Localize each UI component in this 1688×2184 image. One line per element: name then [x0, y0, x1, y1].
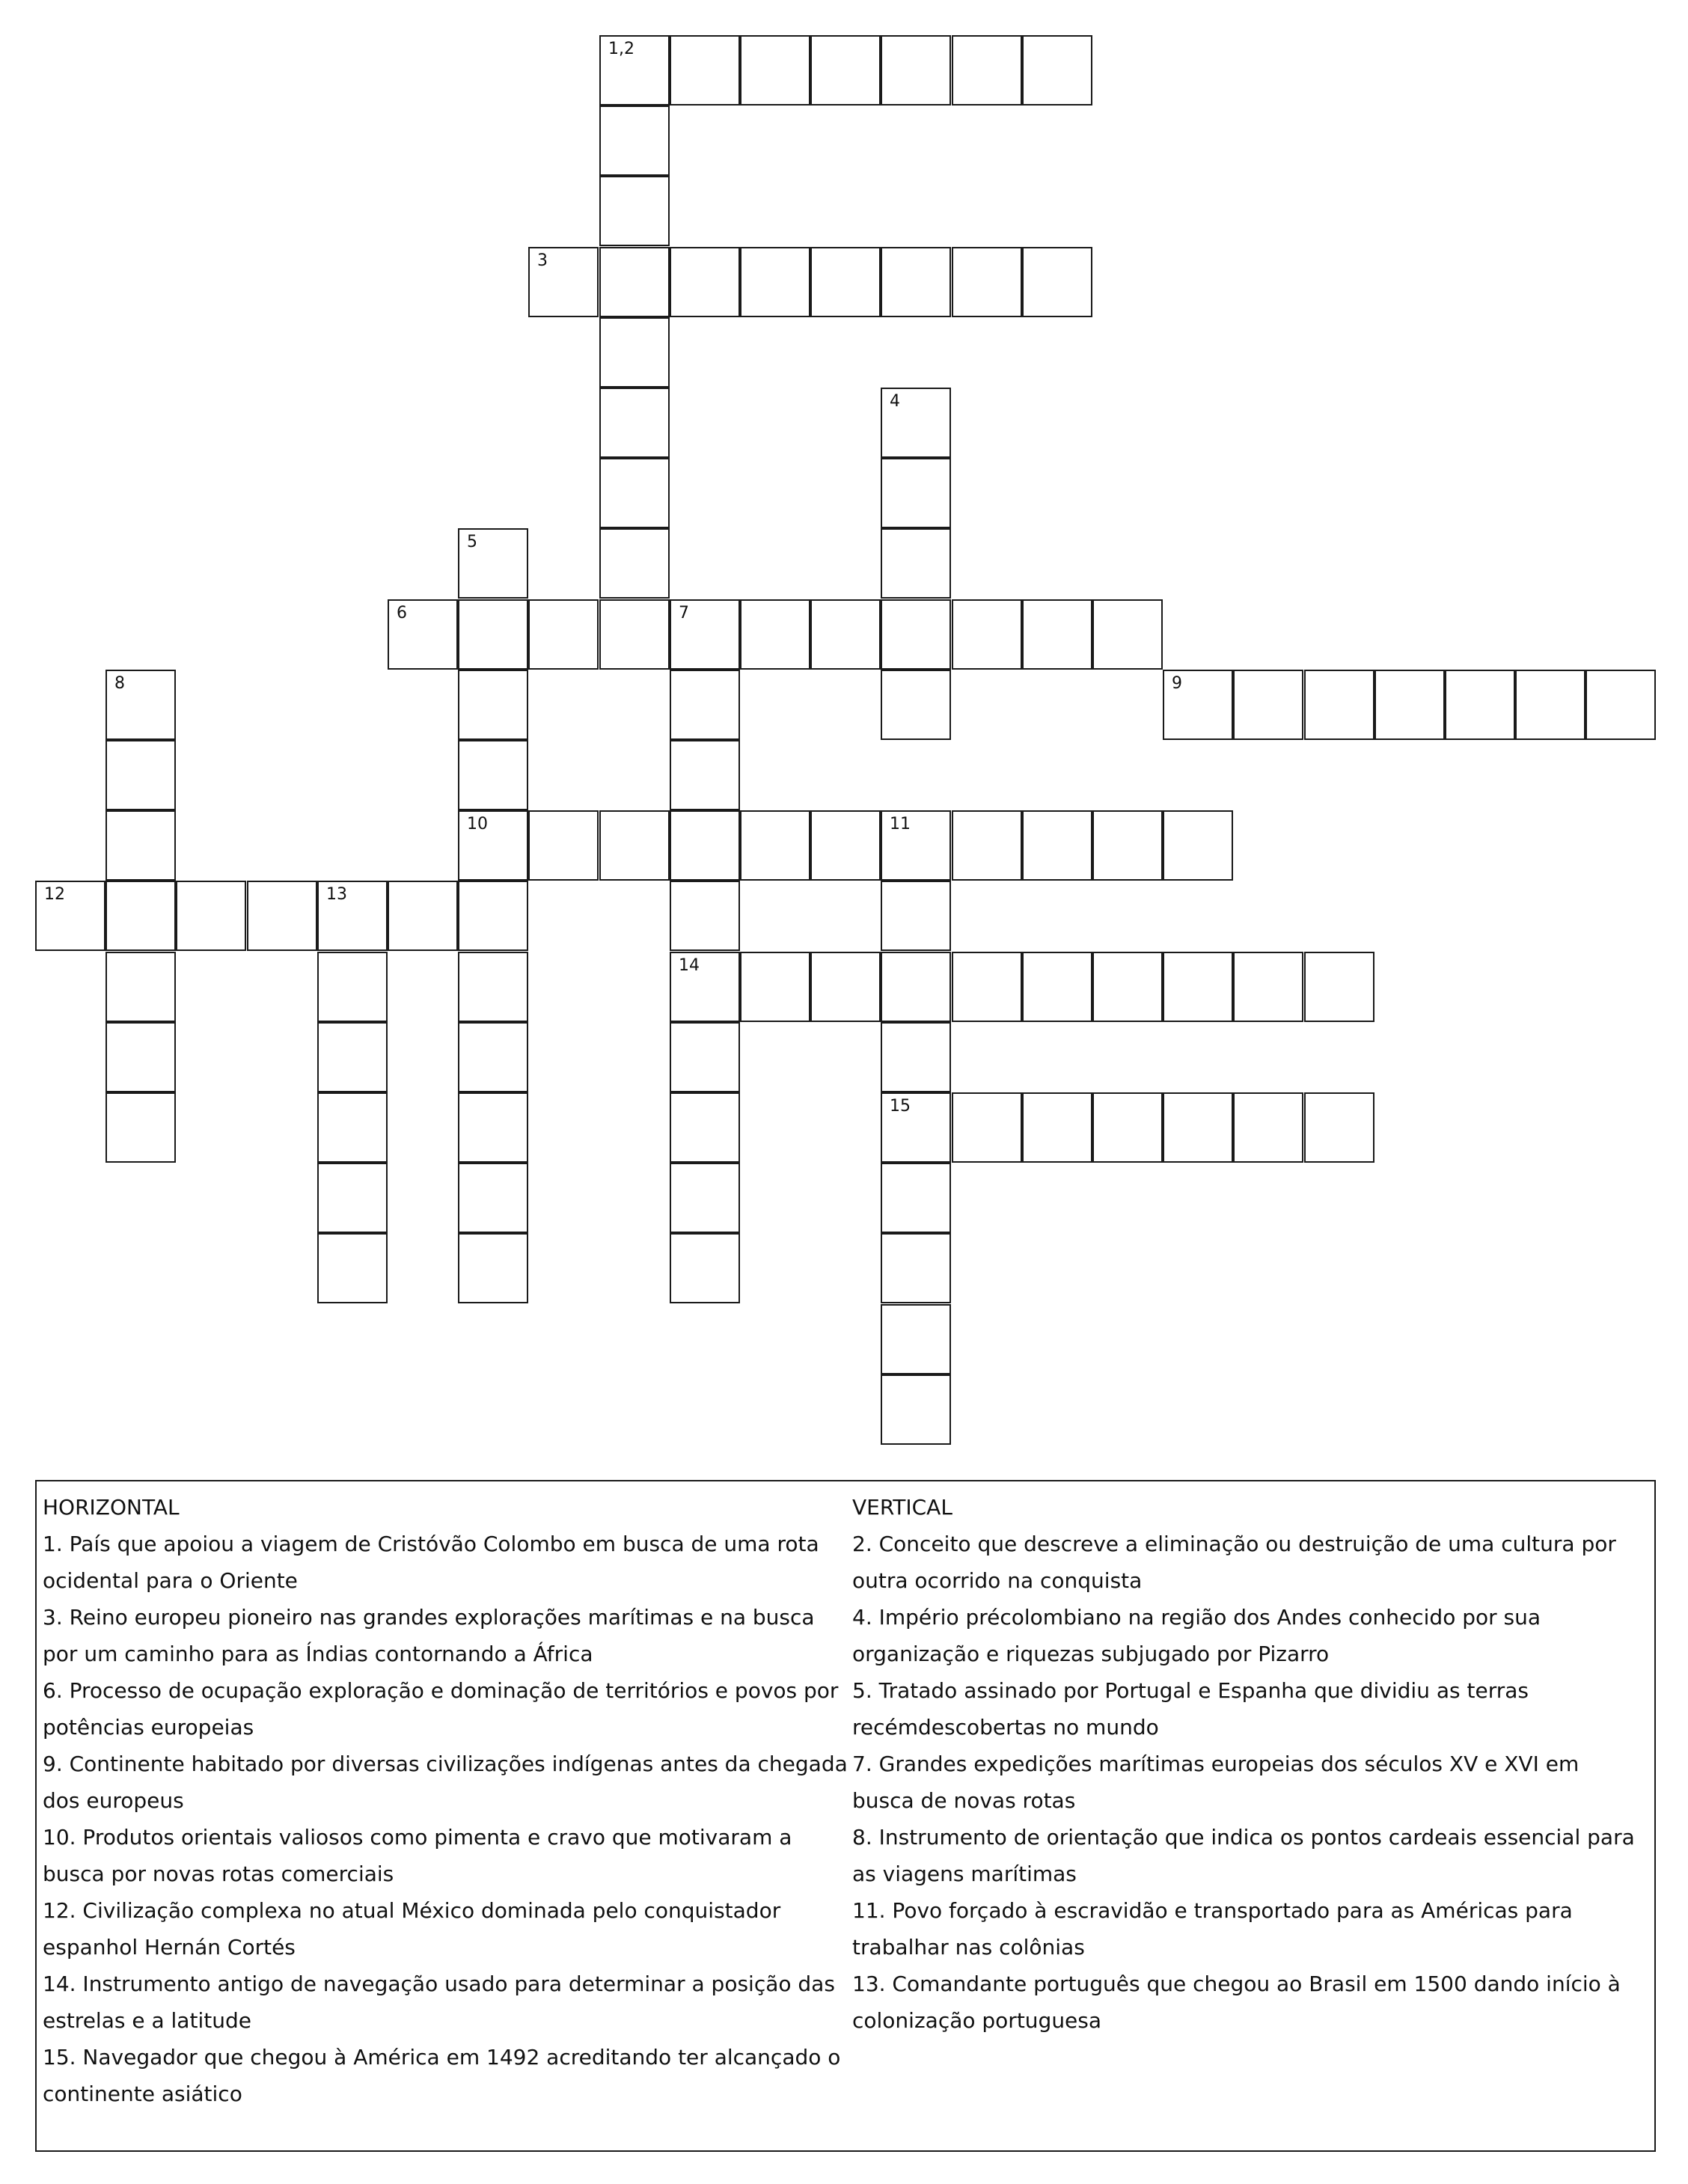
grid-cell[interactable]: [599, 105, 670, 176]
grid-cell[interactable]: [810, 952, 881, 1022]
clue-vertical-2: 2. Conceito que descreve a eliminação ou destruição de uma cultura por outra ocorrido na conquista: [852, 1532, 1616, 1593]
grid-cell[interactable]: [810, 35, 881, 105]
grid-cell[interactable]: [881, 35, 951, 105]
grid-cell[interactable]: [670, 599, 740, 670]
grid-cell[interactable]: [1092, 1092, 1163, 1163]
grid-cell[interactable]: [810, 599, 881, 670]
grid-cell[interactable]: [599, 247, 670, 317]
grid-cell[interactable]: [1374, 670, 1445, 740]
grid-cell[interactable]: [881, 1092, 951, 1163]
grid-cell[interactable]: [952, 599, 1022, 670]
clue-number: 9: [1172, 674, 1182, 693]
grid-cell[interactable]: [106, 1092, 176, 1163]
grid-cell[interactable]: [670, 35, 740, 105]
grid-cell[interactable]: [1022, 599, 1092, 670]
clue-number: 10: [467, 815, 488, 833]
grid-cell[interactable]: [458, 1022, 528, 1092]
grid-cell[interactable]: [458, 810, 528, 881]
clue-number: 1,2: [608, 40, 634, 58]
grid-cell[interactable]: [528, 810, 599, 881]
grid-cell[interactable]: [1022, 35, 1092, 105]
clue-number: 13: [326, 885, 347, 904]
grid-cell[interactable]: [458, 1163, 528, 1233]
grid-cell[interactable]: [35, 881, 106, 951]
grid-cell[interactable]: [1304, 670, 1374, 740]
grid-cell[interactable]: [810, 810, 881, 881]
grid-cell[interactable]: [670, 952, 740, 1022]
clue-number: 12: [44, 885, 65, 904]
grid-cell[interactable]: [881, 670, 951, 740]
grid-cell[interactable]: [599, 458, 670, 528]
grid-cell[interactable]: [952, 810, 1022, 881]
grid-cell[interactable]: [881, 1163, 951, 1233]
grid-cell[interactable]: [106, 881, 176, 951]
grid-cell[interactable]: [881, 458, 951, 528]
grid-cell[interactable]: [1445, 670, 1515, 740]
grid-cell[interactable]: [388, 599, 458, 670]
grid-cell[interactable]: [106, 810, 176, 881]
grid-cell[interactable]: [670, 247, 740, 317]
grid-cell[interactable]: [1304, 952, 1374, 1022]
grid-cell[interactable]: [1163, 952, 1233, 1022]
grid-cell[interactable]: [1022, 952, 1092, 1022]
grid-cell[interactable]: [599, 810, 670, 881]
grid-cell[interactable]: [458, 599, 528, 670]
grid-cell[interactable]: [740, 599, 810, 670]
grid-cell[interactable]: [881, 1374, 951, 1445]
grid-cell[interactable]: [1092, 810, 1163, 881]
grid-cell[interactable]: [599, 388, 670, 458]
grid-cell[interactable]: [599, 317, 670, 388]
grid-cell[interactable]: [317, 1233, 388, 1303]
grid-cell[interactable]: [1233, 1092, 1303, 1163]
grid-cell[interactable]: [881, 599, 951, 670]
grid-cell[interactable]: [106, 670, 176, 740]
grid-cell[interactable]: [881, 388, 951, 458]
vertical-clues: [852, 1489, 1645, 2039]
clue-horizontal-9: 9. Continente habitado por diversas civilizações indígenas antes da chegada dos europeus: [43, 1752, 848, 1813]
clue-horizontal-12: 12. Civilização complexa no atual México dominada pelo conquistador espanhol Hernán Cortés: [43, 1898, 781, 1960]
grid-cell[interactable]: [528, 247, 599, 317]
grid-cell[interactable]: [1304, 1092, 1374, 1163]
grid-cell[interactable]: [176, 881, 246, 951]
clue-vertical-11: 11. Povo forçado à escravidão e transportado para as Américas para trabalhar nas colônias: [852, 1898, 1573, 1960]
grid-cell[interactable]: [670, 881, 740, 951]
clue-vertical-4: 4. Império précolombiano na região dos Andes conhecido por sua organização e riquezas subjugado por Pizarro: [852, 1605, 1541, 1666]
clue-vertical-5: 5. Tratado assinado por Portugal e Espanha que dividiu as terras recémdescobertas no mundo: [852, 1678, 1529, 1740]
grid-cell[interactable]: [952, 247, 1022, 317]
clue-number: 6: [397, 604, 407, 623]
grid-cell[interactable]: [670, 670, 740, 740]
clue-number: 3: [537, 251, 548, 270]
grid-cell[interactable]: [599, 176, 670, 246]
grid-cell[interactable]: [1092, 952, 1163, 1022]
clue-horizontal-3: 3. Reino europeu pioneiro nas grandes explorações marítimas e na busca por um caminho para as Índias contornando a África: [43, 1605, 815, 1666]
horizontal-clues: [43, 1489, 851, 2112]
grid-cell[interactable]: [1163, 1092, 1233, 1163]
grid-cell[interactable]: [670, 740, 740, 810]
grid-cell[interactable]: [458, 528, 528, 599]
grid-cell[interactable]: [952, 1092, 1022, 1163]
clue-vertical-8: 8. Instrumento de orientação que indica os pontos cardeais essencial para as viagens marítimas: [852, 1825, 1635, 1886]
clue-number: 14: [679, 956, 700, 975]
grid-cell[interactable]: [458, 670, 528, 740]
grid-cell[interactable]: [740, 35, 810, 105]
grid-cell[interactable]: [599, 528, 670, 599]
grid-cell[interactable]: [740, 247, 810, 317]
grid-cell[interactable]: [670, 1233, 740, 1303]
grid-cell[interactable]: [1022, 247, 1092, 317]
grid-cell[interactable]: [881, 881, 951, 951]
grid-cell[interactable]: [1092, 599, 1163, 670]
clue-horizontal-6: 6. Processo de ocupação exploração e dominação de territórios e povos por potências europeias: [43, 1678, 839, 1740]
vertical-heading: VERTICAL: [852, 1495, 952, 1520]
grid-cell[interactable]: [317, 1092, 388, 1163]
grid-cell[interactable]: [1163, 670, 1233, 740]
grid-cell[interactable]: [670, 1022, 740, 1092]
grid-cell[interactable]: [881, 952, 951, 1022]
clue-number: 7: [679, 604, 689, 623]
grid-cell[interactable]: [952, 35, 1022, 105]
grid-cell[interactable]: [388, 881, 458, 951]
horizontal-heading: HORIZONTAL: [43, 1495, 180, 1520]
grid-cell[interactable]: [1022, 1092, 1092, 1163]
grid-cell[interactable]: [1585, 670, 1656, 740]
grid-cell[interactable]: [458, 740, 528, 810]
grid-cell[interactable]: [881, 247, 951, 317]
grid-cell[interactable]: [1163, 810, 1233, 881]
grid-cell[interactable]: [458, 1233, 528, 1303]
grid-cell[interactable]: [106, 952, 176, 1022]
grid-cell[interactable]: [317, 952, 388, 1022]
grid-cell[interactable]: [881, 1304, 951, 1374]
grid-cell[interactable]: [599, 599, 670, 670]
grid-cell[interactable]: [740, 952, 810, 1022]
grid-cell[interactable]: [317, 1022, 388, 1092]
grid-cell[interactable]: [106, 1022, 176, 1092]
grid-cell[interactable]: [458, 881, 528, 951]
grid-cell[interactable]: [881, 810, 951, 881]
grid-cell[interactable]: [881, 1022, 951, 1092]
grid-cell[interactable]: [1233, 952, 1303, 1022]
grid-cell[interactable]: [106, 740, 176, 810]
grid-cell[interactable]: [247, 881, 317, 951]
clue-horizontal-10: 10. Produtos orientais valiosos como pimenta e cravo que motivaram a busca por novas rotas comerciais: [43, 1825, 792, 1886]
clue-horizontal-15: 15. Navegador que chegou à América em 1492 acreditando ter alcançado o continente asiático: [43, 2045, 841, 2106]
clue-number: 4: [890, 392, 900, 411]
grid-cell[interactable]: [317, 1163, 388, 1233]
clue-number: 5: [467, 533, 477, 551]
grid-cell[interactable]: [458, 1092, 528, 1163]
grid-cell[interactable]: [1022, 810, 1092, 881]
clue-vertical-7: 7. Grandes expedições marítimas europeias dos séculos XV e XVI em busca de novas rotas: [852, 1752, 1580, 1813]
grid-cell[interactable]: [952, 952, 1022, 1022]
clue-number: 11: [890, 815, 911, 833]
grid-cell[interactable]: [458, 952, 528, 1022]
grid-cell[interactable]: [599, 35, 670, 105]
grid-cell[interactable]: [528, 599, 599, 670]
grid-cell[interactable]: [881, 1233, 951, 1303]
grid-cell[interactable]: [810, 247, 881, 317]
grid-cell[interactable]: [317, 881, 388, 951]
clues-box: [35, 1480, 1656, 2152]
clue-horizontal-1: 1. País que apoiou a viagem de Cristóvão Colombo em busca de uma rota ocidental para o Oriente: [43, 1532, 819, 1593]
clue-horizontal-14: 14. Instrumento antigo de navegação usado para determinar a posição das estrelas e a latitude: [43, 1972, 835, 2033]
grid-cell[interactable]: [670, 1092, 740, 1163]
grid-cell[interactable]: [670, 1163, 740, 1233]
clue-number: 8: [114, 674, 125, 693]
clue-vertical-13: 13. Comandante português que chegou ao Brasil em 1500 dando início à colonização portuguesa: [852, 1972, 1621, 2033]
grid-cell[interactable]: [1233, 670, 1303, 740]
grid-cell[interactable]: [1515, 670, 1585, 740]
grid-cell[interactable]: [740, 810, 810, 881]
grid-cell[interactable]: [670, 810, 740, 881]
clue-number: 15: [890, 1097, 911, 1116]
grid-cell[interactable]: [881, 528, 951, 599]
